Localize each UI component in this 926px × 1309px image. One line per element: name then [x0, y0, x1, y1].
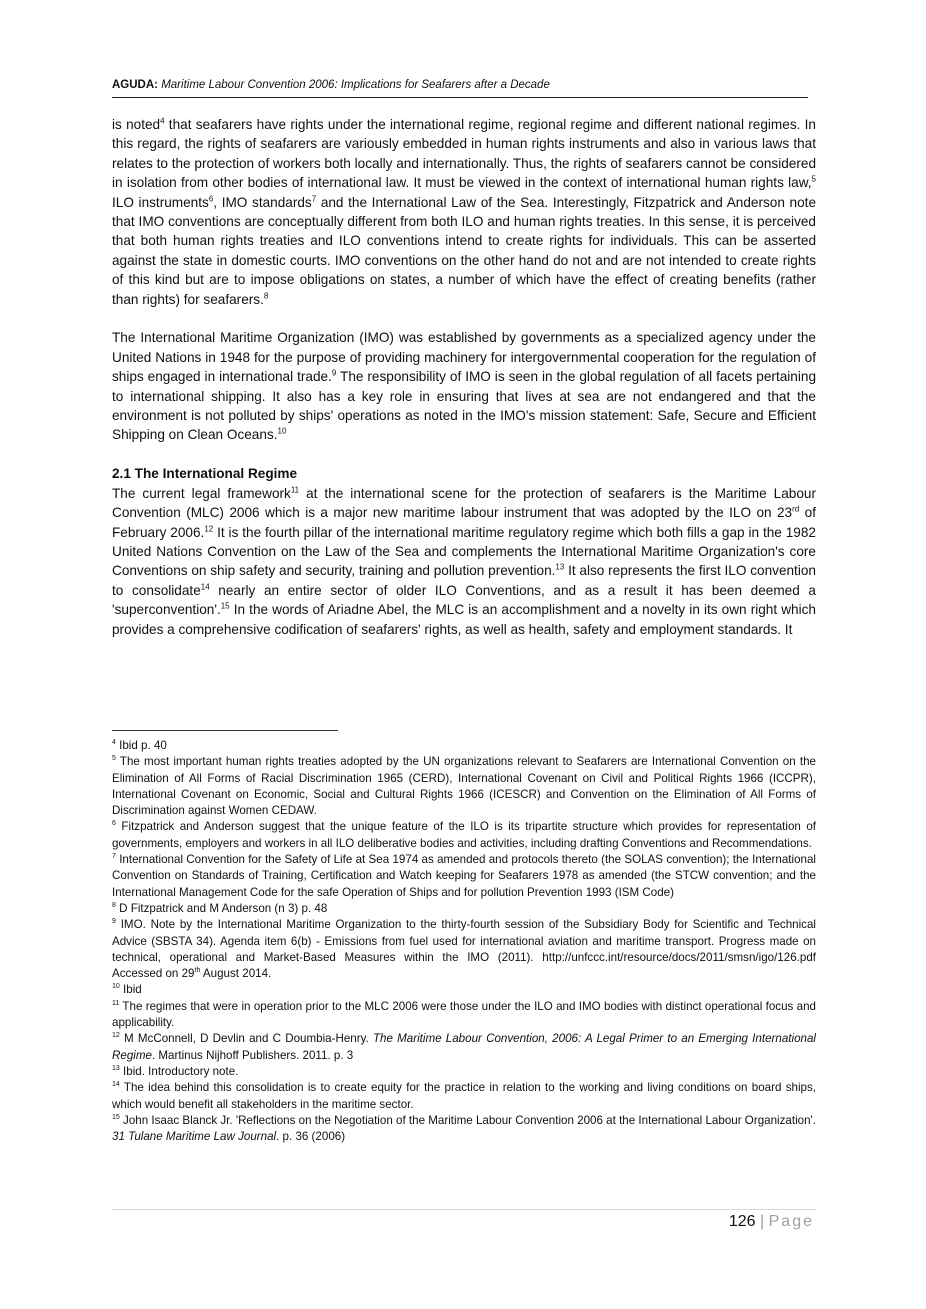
footnote-ref-14[interactable]: 14	[200, 582, 210, 592]
page-footer	[729, 1212, 814, 1232]
footnote-ref-7[interactable]: 7	[311, 194, 317, 204]
running-header	[112, 78, 808, 92]
footnote-separator	[112, 730, 338, 731]
footnote-14	[112, 1080, 816, 1113]
footnote-text: The idea behind this consolidation is to create equity for the practice in relation to the working and living conditions on board ships, which would benefit all stakeholders in the maritime sector.	[112, 1081, 816, 1111]
footnote-9	[112, 917, 816, 982]
footnote-text: IMO. Note by the International Maritime Organization to the thirty-fourth session of the Subsidiary Body for Scientific and Technical Advice (SBSTA 34). Agenda item 6(b) - Emissions from fuel used for international aviation and maritime transport. Progress made on technical, operational and Market-Based Measures within the IMO (2011). http://unfccc.int/resource/docs/2011/smsn/igo/126.pdf Accessed on 29	[112, 918, 816, 981]
footnote-number: 8	[112, 902, 116, 910]
footnote-tail: August 2014.	[200, 967, 272, 981]
footer-separator: |	[760, 1213, 765, 1230]
footnote-6	[112, 819, 816, 852]
footnote-13	[112, 1064, 816, 1080]
footnote-text: John Isaac Blanck Jr. 'Reflections on the Negotiation of the Maritime Labour Convention 2006 at the International Labour Organization'.	[123, 1113, 816, 1127]
paragraph-2: The International Maritime Organization (IMO) was established by governments as a specialized agency under the United Nations in 1948 for the purpose of providing machinery for intergovernmental cooperation for the regulation of ships engaged in international trade.$^9$ The responsibility of IMO is seen in the global regulation of all facets pertaining to international shipping. It also has a key role in ensuring that lives at sea are not endangered and that the environment is not polluted by ships' operations as noted in the IMO's mission statement: Safe, Secure and Efficient Shipping on Clean Oceans.$^{10}$	[112, 330, 817, 443]
footnote-italic-title: 31 Tulane Maritime Law Journal	[112, 1130, 277, 1144]
footnote-text: Ibid	[123, 983, 142, 997]
footnote-tail: . p. 36 (2006)	[276, 1130, 346, 1144]
footnote-ref-12[interactable]: 12	[204, 523, 214, 533]
footnote-ref-13[interactable]: 13	[555, 562, 565, 572]
footnote-ref-11[interactable]: 11	[290, 485, 300, 495]
footnote-12	[112, 1031, 816, 1064]
footnote-11	[112, 999, 816, 1032]
footnote-number: 5	[112, 755, 116, 763]
footnote-number: 7	[112, 853, 116, 861]
footnote-text: D Fitzpatrick and M Anderson (n 3) p. 48	[119, 901, 328, 915]
footnote-number: 14	[112, 1081, 120, 1089]
page-label: Page	[768, 1213, 814, 1230]
footnote-15	[112, 1113, 816, 1146]
footnote-text: The most important human rights treaties adopted by the UN organizations relevant to Seafarers are International Convention on the Elimination of All Forms of Racial Discrimination 1965 (CERD), International Covenant on Civil and Political Rights 1966 (ICCPR), International Covenant on Economic, Social and Cultural Rights 1966 (ICESCR) and Convention on the Elimination of All Forms of Discrimination against Women CEDAW.	[112, 755, 816, 818]
footnote-number: 4	[112, 739, 116, 747]
header-title: Maritime Labour Convention 2006: Implications for Seafarers after a Decade	[161, 79, 550, 91]
footnote-4	[112, 738, 816, 754]
footnote-8	[112, 901, 816, 917]
footnote-ref-10[interactable]: 10	[277, 426, 287, 436]
footnote-text: Fitzpatrick and Anderson suggest that the unique feature of the ILO is its tripartite structure which provides for representation of governments, employers and workers in all ILO deliberative bodies and activities, including drafting Conventions and Recommendations.	[112, 820, 816, 850]
footnote-7	[112, 852, 816, 901]
footnote-ref-5[interactable]: 5	[811, 174, 816, 184]
footnote-10	[112, 982, 816, 998]
footnote-number: 6	[112, 820, 116, 828]
footnote-text: Ibid p. 40	[119, 739, 167, 752]
footer-rule	[112, 1209, 816, 1210]
footnote-ref-15[interactable]: 15	[220, 601, 230, 611]
paragraph-3: The current legal framework$^{11}$ at the international scene for the protection of seafarers is the Maritime Labour Convention (MLC) 2006 which is a major new maritime labour instrument that was adopted by the ILO on 23rd of February 2006.12 It is the fourth pillar of the international maritime regulatory regime which both fills a gap in the 1982 United Nations Convention on the Law of the Sea and complements the International Maritime Organization's core Conventions on ship safety and security, training and pollution prevention.$^{13}$ It also represents the first ILO convention to consolidate$^{14}$ nearly an entire sector of older ILO Conventions, and as a result it has been deemed a 'superconvention'.$^{15}$ In the words of Ariadne Abel, the MLC is an accomplishment and a novelty in its own right which provides a comprehensive codification of seafarers' rights, as well as health, safety and employment standards. It	[112, 485, 816, 637]
footnote-text: M McConnell, D Devlin and C Doumbia-Henry.	[124, 1032, 373, 1046]
footnote-number: 15	[112, 1113, 120, 1121]
footnote-number: 12	[112, 1032, 120, 1040]
footnote-number: 10	[112, 983, 120, 991]
section-heading: 2.1 The International Regime	[112, 466, 298, 482]
header-rule	[112, 97, 808, 98]
page-number: 126	[728, 1213, 756, 1230]
footnote-text: Ibid. Introductory note.	[123, 1064, 239, 1078]
footnote-text: International Convention for the Safety of Life at Sea 1974 as amended and protocols thereto (the SOLAS convention); the International Convention on Standards of Training, Certification and Watch keeping for Seafarers 1978 as amended (the STCW convention; and the International Management Code for the safe Operation of Ships and for pollution Prevention 1993 (ISM Code)	[112, 853, 816, 899]
footnote-number: 11	[112, 999, 120, 1007]
footnote-superscript: th	[194, 967, 201, 975]
footnote-ref-9[interactable]: 9	[331, 368, 337, 378]
footnote-number: 13	[112, 1065, 120, 1073]
footnote-number: 9	[112, 918, 116, 926]
paragraph-1: is noted$^4$ that seafarers have rights under the international regime, regional regime and different national regimes. In this regard, the rights of seafarers are variously embedded in human rights instruments and also in various laws that relates to the protection of workers both locally and internationally. Thus, the rights of seafarers cannot be considered in isolation from other bodies of international law. It must be viewed in the context of international human rights law,$^5$ ILO instruments$^6$, IMO standards$^7$ and the International Law of the Sea. Interestingly, Fitzpatrick and Anderson note that IMO conventions are conceptually different from both ILO and human rights treaties. In this sense, it is perceived that both human rights treaties and ILO conventions intend to create rights for individuals. This can be asserted against the state in domestic courts. IMO conventions on the other hand do not and are not intended to create rights of this kind but are to impose obligations on states, a number of which have the effect of creating benefits (rather than rights) for seafarers.$^8$	[112, 116, 816, 307]
footnotes	[112, 738, 816, 1145]
footnote-italic-title: The Maritime Labour Convention, 2006: A Legal Primer to an Emerging International Regime	[112, 1032, 816, 1062]
footnote-5	[112, 754, 816, 819]
body-text	[112, 115, 816, 639]
footnote-ref-4[interactable]: 4	[160, 116, 165, 126]
header-author: AGUDA:	[112, 79, 158, 91]
footnote-tail: . Martinus Nijhoff Publishers. 2011. p. 3	[151, 1048, 354, 1062]
footnote-ref-8[interactable]: 8	[263, 291, 269, 301]
footnote-ref-6[interactable]: 6	[208, 194, 214, 204]
footnote-text: The regimes that were in operation prior to the MLC 2006 were those under the ILO and IMO bodies with distinct operational focus and applicability.	[112, 999, 817, 1030]
